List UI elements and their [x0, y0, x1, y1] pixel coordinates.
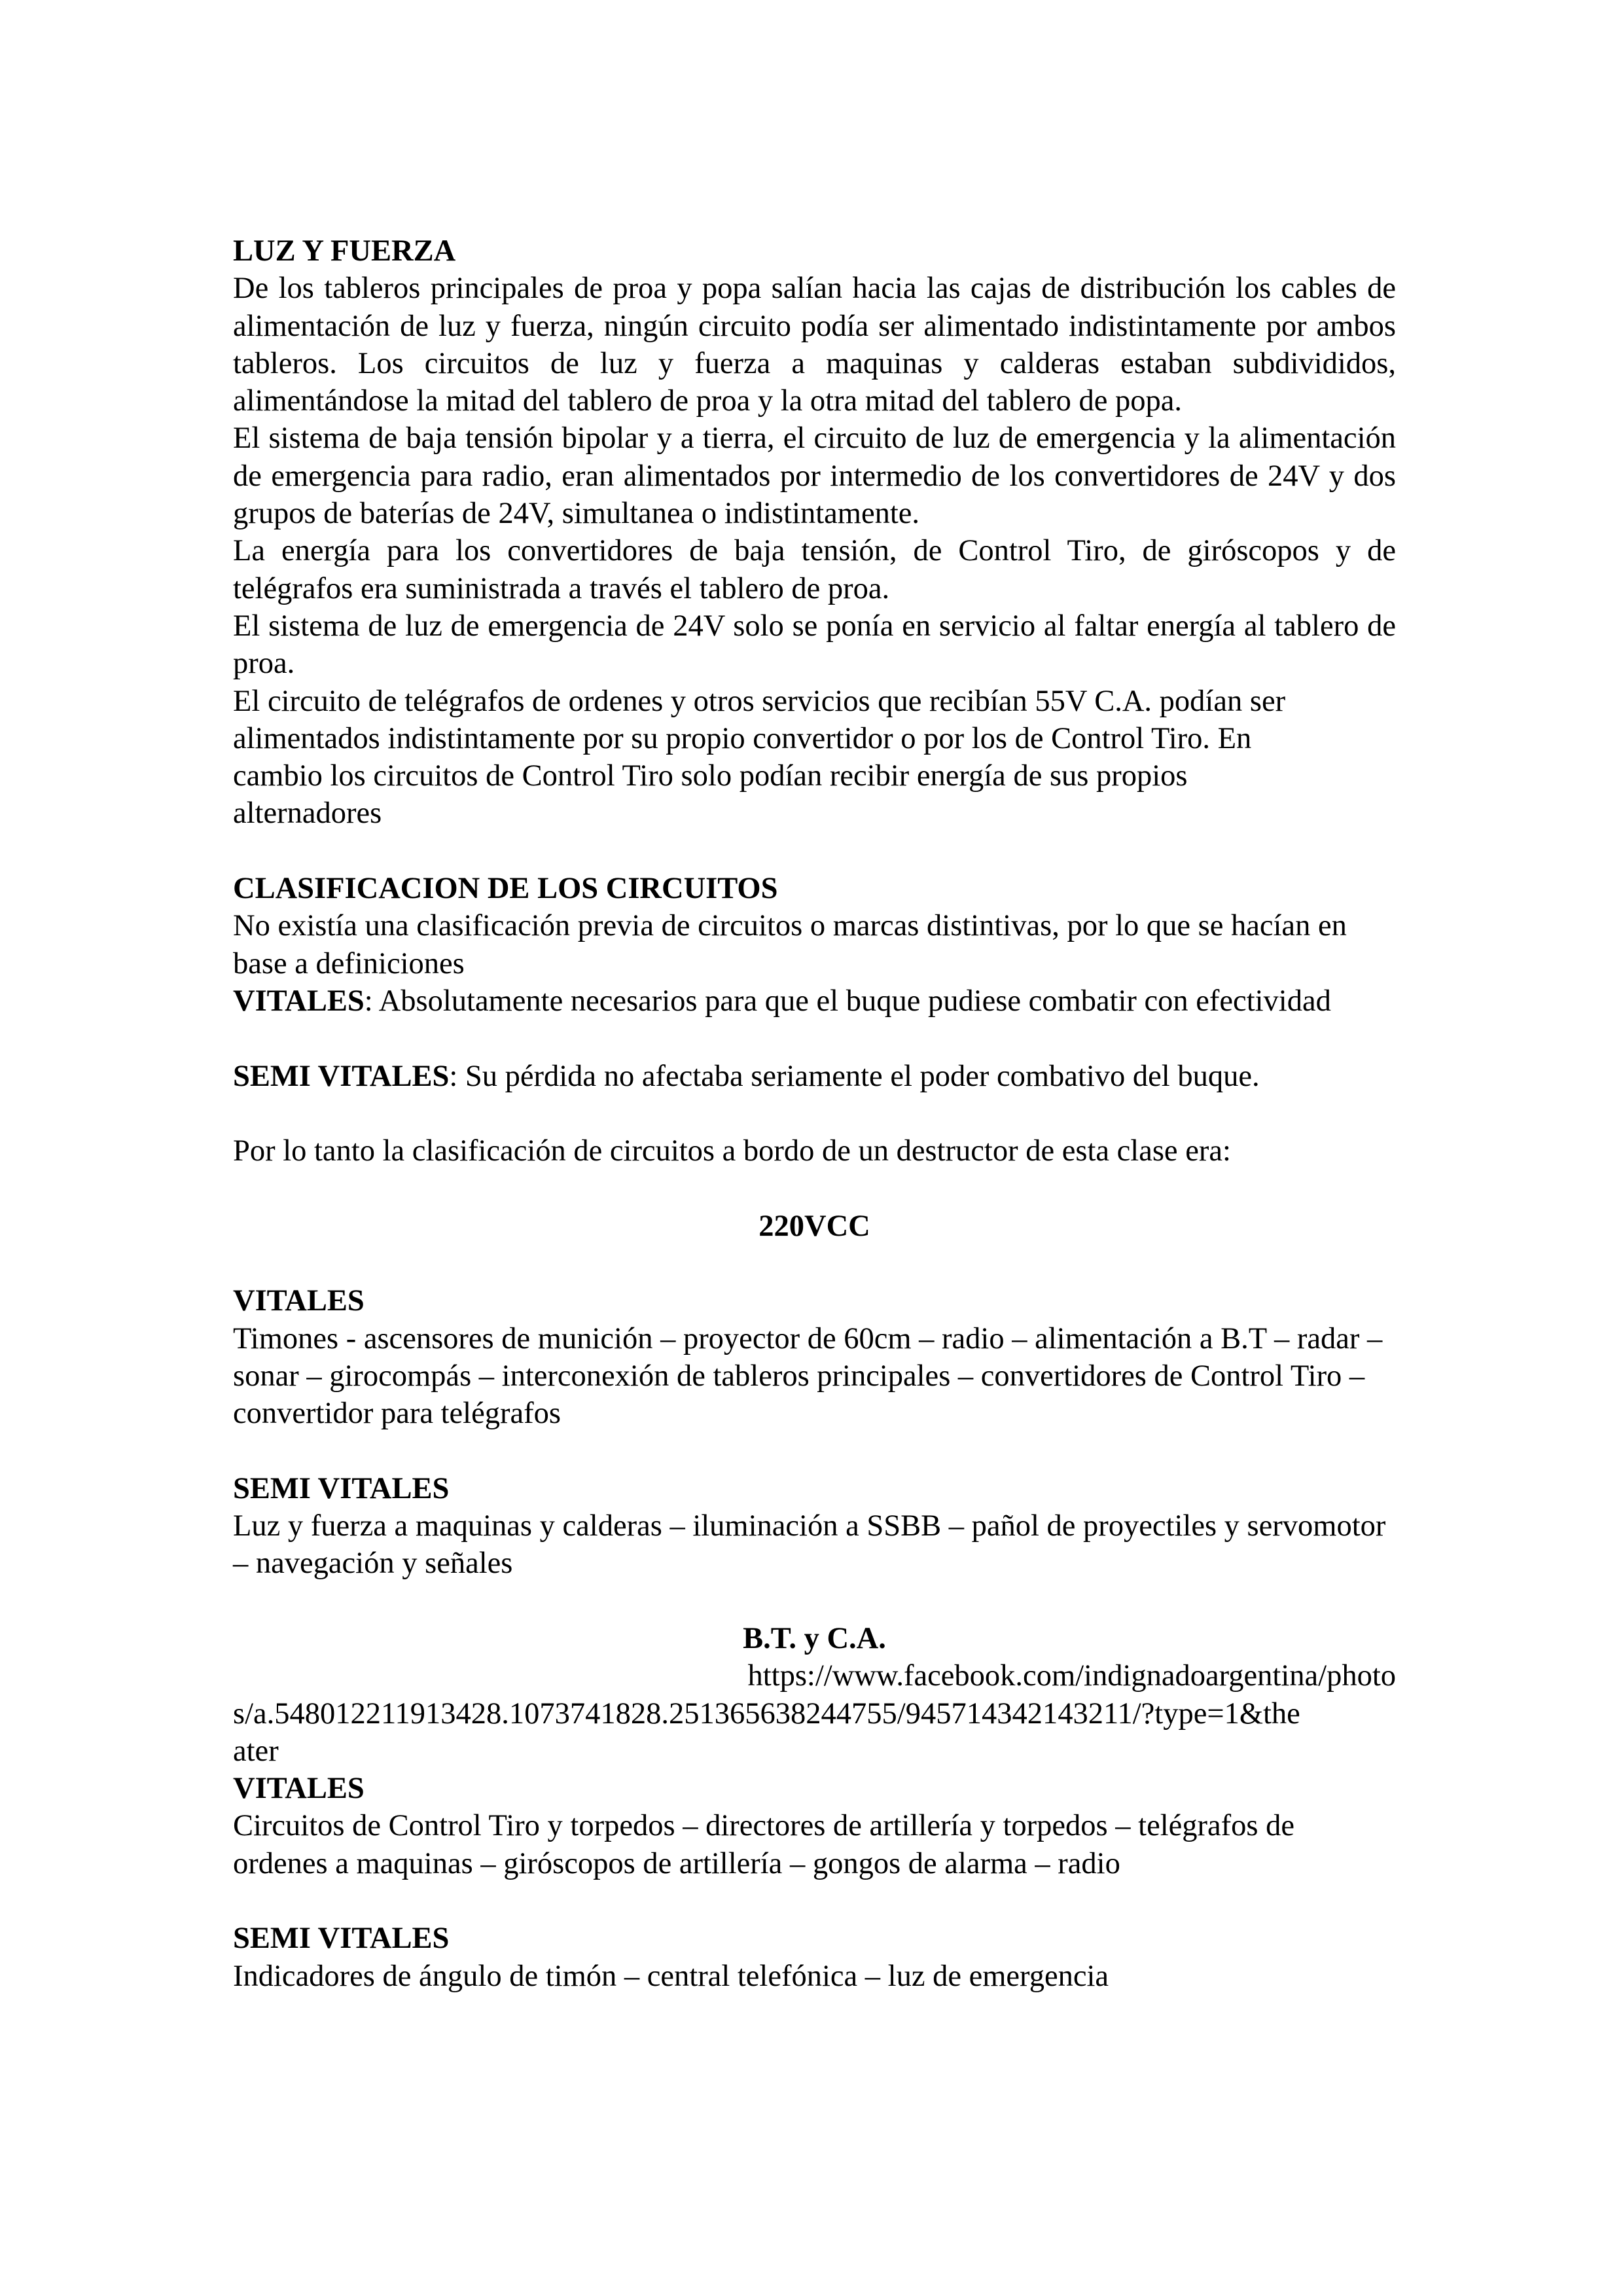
heading-bt-ca: B.T. y C.A. — [743, 1621, 886, 1655]
paragraph: El sistema de baja tensión bipolar y a tierra, el circuito de luz de emergencia y la alimentación de emergencia para radio, eran alimentados por intermedio de los convertidores de 24V y dos grupos de baterías de 24V, simultanea o indistintamente. — [233, 422, 1396, 531]
url-line: ater — [233, 1734, 279, 1768]
definition-vitales — [233, 982, 1396, 1020]
document-page — [233, 232, 1396, 1995]
paragraph: El circuito de telégrafos de ordenes y otros servicios que recibían 55V C.A. podían ser alimentados indistintamente por su propio convertidor o por los de Control Tiro. En cambio los circuitos de Control Tiro solo podían recibir energía de sus propios alternadores — [233, 684, 1286, 831]
url-line: s/a.548012211913428.1073741828.251365638244755/945714342143211/?type=1&the — [233, 1696, 1300, 1731]
paragraph: La energía para los convertidores de baja tensión, de Control Tiro, de giróscopos y de telégrafos era suministrada a través el tablero de proa. — [233, 534, 1396, 605]
definition-text: : Absolutamente necesarios para que el buque pudiese combatir con efectividad — [364, 984, 1331, 1018]
subheading-vitales: VITALES — [233, 1284, 365, 1318]
label-semi-vitales: SEMI VITALES — [233, 1059, 450, 1093]
paragraph-intro: No existía una clasificación previa de circuitos o marcas distintivas, por lo que se hacían en base a definiciones — [233, 909, 1347, 980]
list-semi-vitales: Indicadores de ángulo de timón – central telefónica – luz de emergencia — [233, 1959, 1109, 1993]
definition-semi-vitales — [233, 1058, 1396, 1095]
heading-220vcc: 220VCC — [758, 1209, 870, 1243]
subheading-semi-vitales: SEMI VITALES — [233, 1922, 450, 1956]
url-line: https://www.facebook.com/indignadoargentina/photo — [747, 1659, 1396, 1693]
subheading-semi-vitales: SEMI VITALES — [233, 1471, 450, 1505]
label-vitales: VITALES — [233, 984, 365, 1018]
list-vitales: Circuitos de Control Tiro y torpedos – directores de artillería y torpedos – telégrafos de ordenes a maquinas – giróscopos de artillería – gongos de alarma – radio — [233, 1809, 1294, 1880]
paragraph-conclusion: Por lo tanto la clasificación de circuitos a bordo de un destructor de esta clase era: — [233, 1134, 1231, 1168]
definition-text: : Su pérdida no afectaba seriamente el poder combativo del buque. — [449, 1059, 1260, 1093]
subheading-vitales: VITALES — [233, 1772, 365, 1806]
heading-clasificacion: CLASIFICACION DE LOS CIRCUITOS — [233, 872, 778, 906]
list-semi-vitales: Luz y fuerza a maquinas y calderas – iluminación a SSBB – pañol de proyectiles y servomotor – navegación y señales — [233, 1509, 1386, 1581]
list-vitales: Timones - ascensores de munición – proyector de 60cm – radio – alimentación a B.T – radar – sonar – girocompás – interconexión de tableros principales – convertidores de Control Tiro – convertidor para telégrafos — [233, 1321, 1383, 1431]
paragraph: De los tableros principales de proa y popa salían hacia las cajas de distribución los cables de alimentación de luz y fuerza, ningún circuito podía ser alimentado indistintamente por ambos tableros. Los circuitos de luz y fuerza a maquinas y calderas estaban subdivididos, alimentándose la mitad del tablero de proa y la otra mitad del tablero de popa. — [233, 272, 1396, 418]
heading-luz-y-fuerza: LUZ Y FUERZA — [233, 234, 456, 268]
paragraph: El sistema de luz de emergencia de 24V solo se ponía en servicio al faltar energía al tablero de proa. — [233, 609, 1396, 681]
